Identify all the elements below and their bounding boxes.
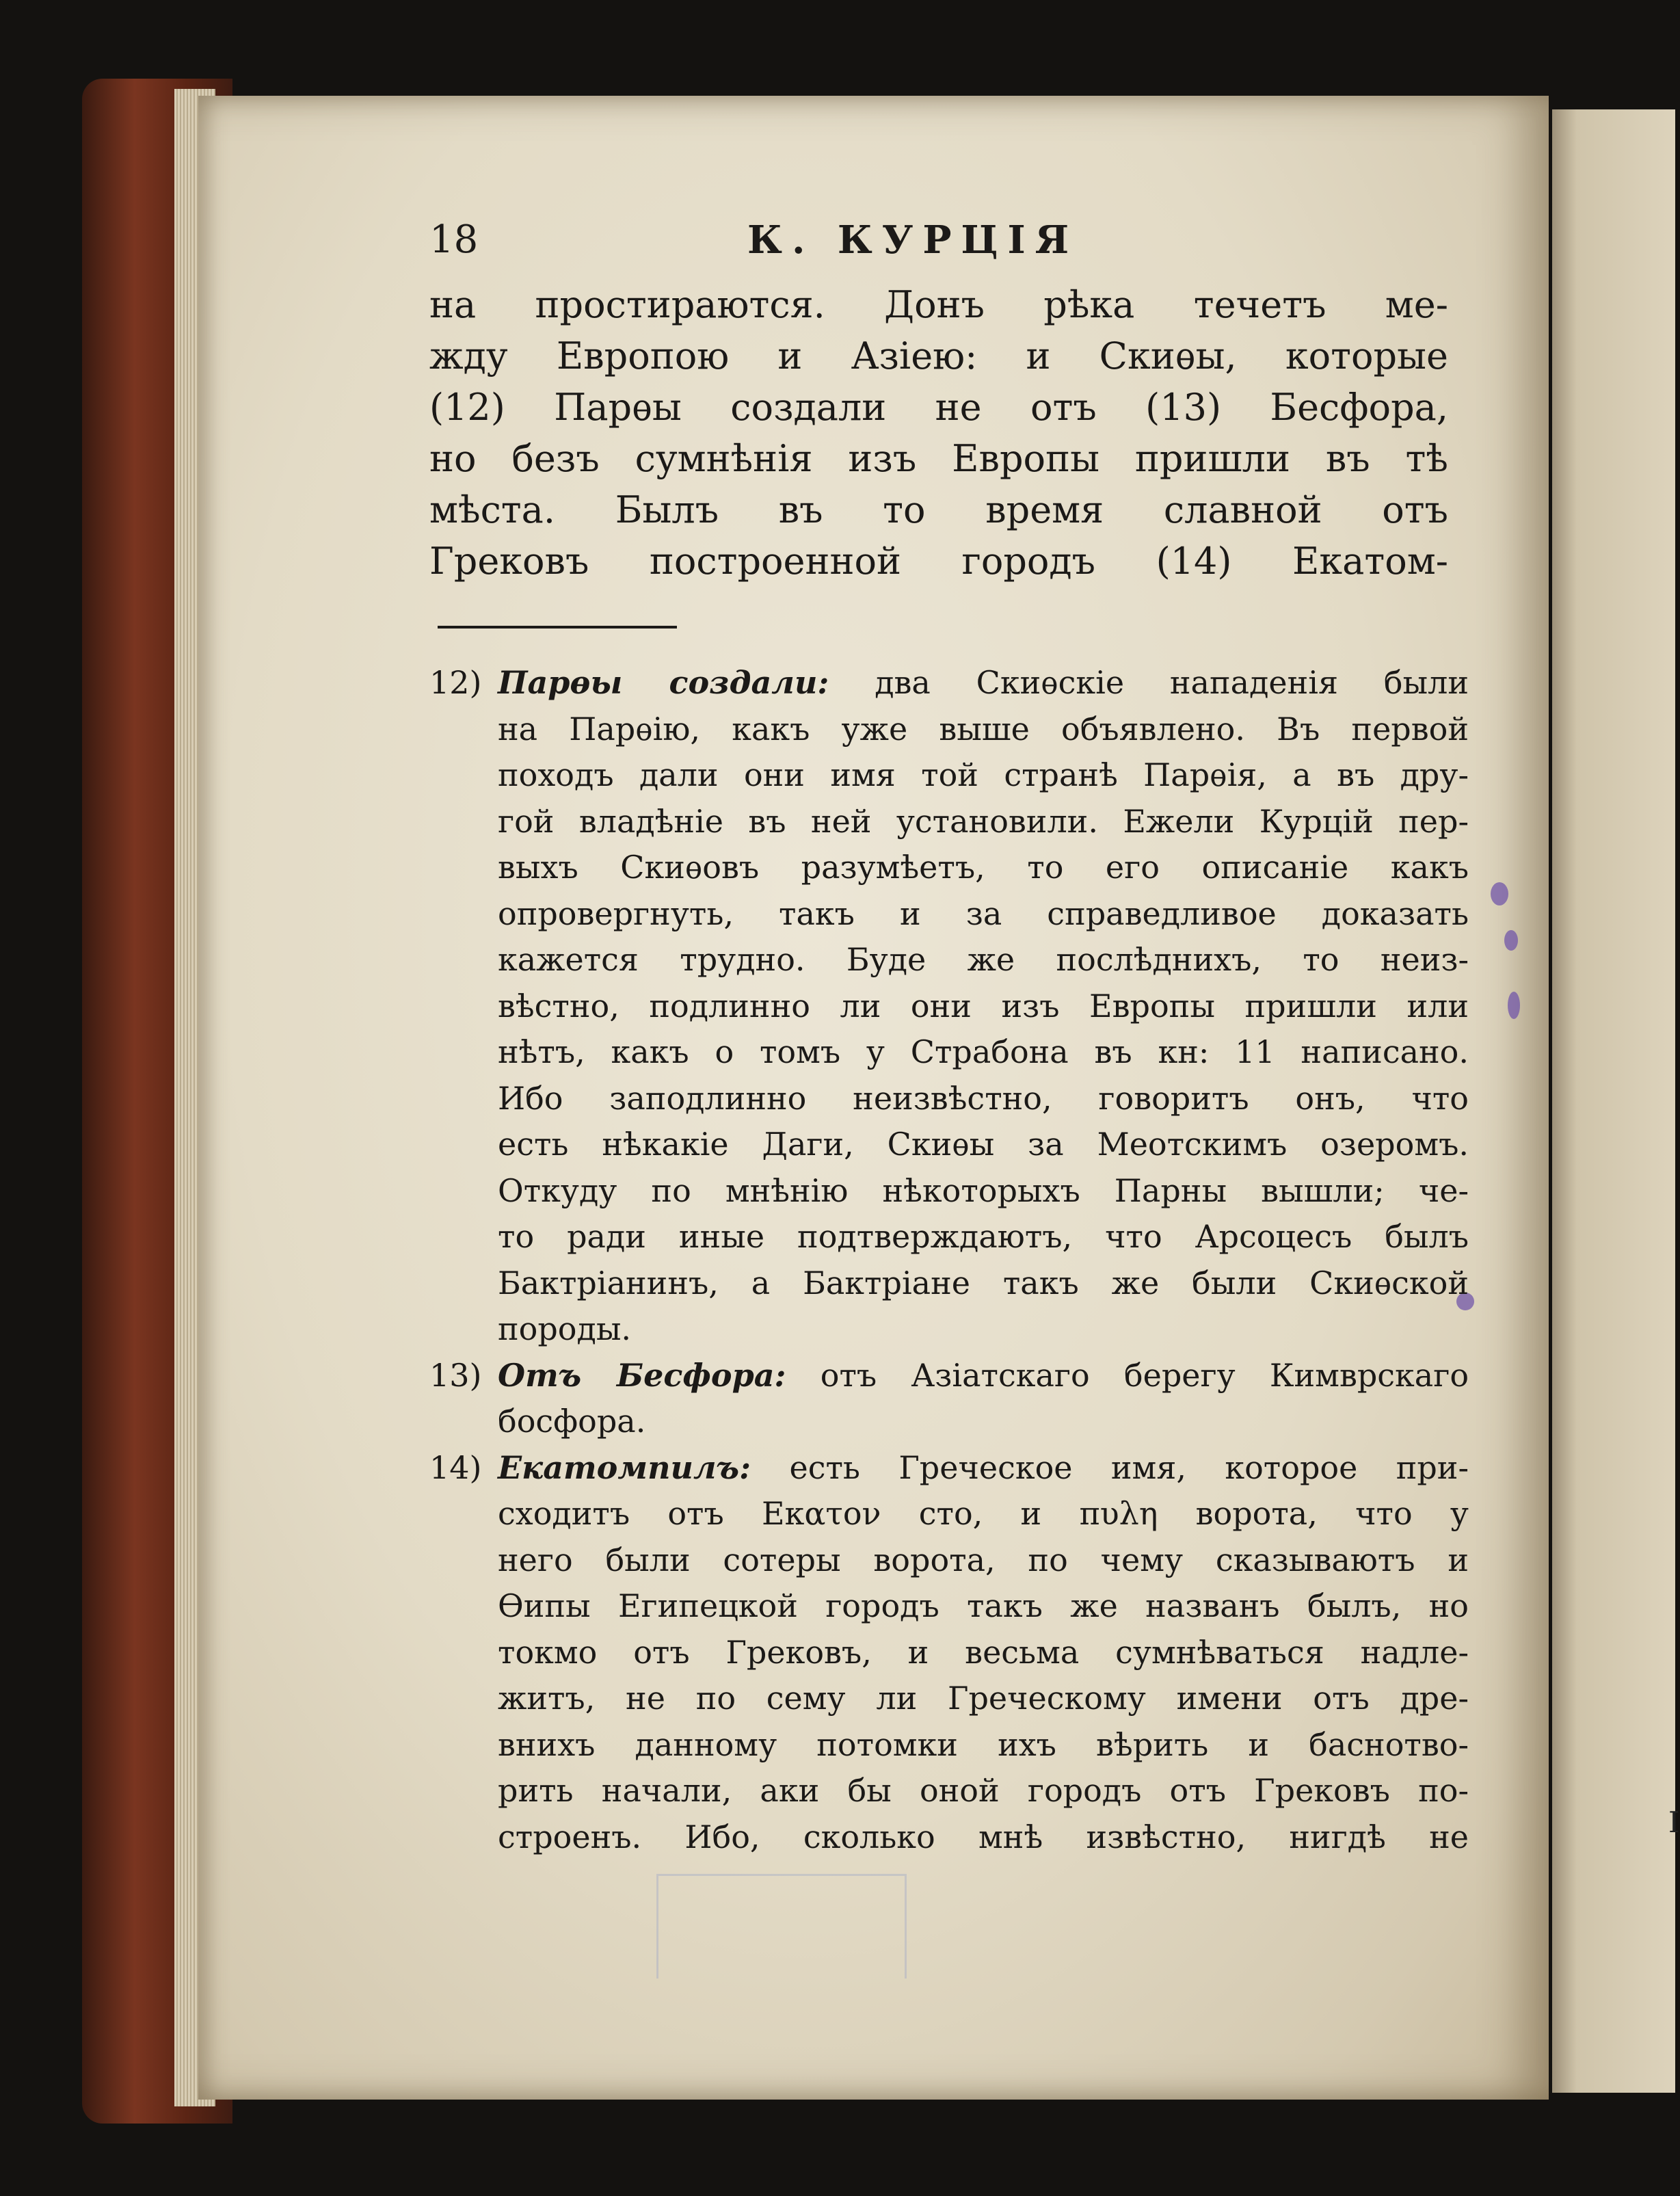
footnote-line: Ибо заподлинно неизвѣстно, говоритъ онъ, что <box>498 1079 1469 1117</box>
footnote-line: два Скиѳскіе нападенія были <box>875 664 1469 701</box>
footnote-line: нѣтъ, какъ о томъ у Страбона въ кн: 11 написано. <box>498 1033 1469 1070</box>
footnote-line: вѣстно, подлинно ли они изъ Европы пришли или <box>498 987 1469 1024</box>
footnote-rule <box>438 626 677 629</box>
footnote-line: житъ, не по сему ли Греческому имени отъ дре- <box>498 1680 1469 1717</box>
footnote-line: есть Греческое имя, которое при- <box>789 1448 1469 1486</box>
footnotes <box>429 660 1469 1860</box>
footnote-label: Екатомпилъ: <box>498 1448 751 1486</box>
running-header <box>429 217 1469 265</box>
footnote-line: босфора. <box>498 1403 646 1440</box>
running-title: К. КУРЦІЯ <box>747 217 1079 263</box>
footnote-line: гой владѣніе въ ней установили. Ежели Курцій пер- <box>498 802 1469 840</box>
main-text-line: но безъ сумнѣнія изъ Европы пришли въ тѣ <box>429 437 1448 480</box>
footnote-line: отъ Азіатскаго берегу Кимврскаго <box>820 1356 1469 1394</box>
footnote-label: Отъ Бесфора: <box>498 1356 786 1394</box>
main-text-block <box>429 279 1448 587</box>
main-text-line: на простираются. Донъ рѣка течетъ ме- <box>429 283 1448 326</box>
footnote-line: кажется трудно. Буде же послѣднихъ, то неиз- <box>498 941 1469 978</box>
footnote-line: то ради иные подтверждаютъ, что Арсоцесъ былъ <box>498 1218 1469 1255</box>
paper-tab-shadow <box>656 1874 907 1979</box>
main-text-line: (12) Парѳы создали не отъ (13) Бесфора, <box>429 386 1448 429</box>
main-text-line: Грековъ построенной городъ (14) Екатом- <box>429 540 1448 583</box>
main-text-line: жду Европою и Азіею: и Скиѳы, которые <box>429 334 1448 378</box>
footnote-line: есть нѣкакіе Даги, Скиѳы за Меотскимъ озеромъ. <box>498 1126 1469 1163</box>
next-page-edge <box>1552 109 1680 2093</box>
footnote-line: на Парѳію, какъ уже выше объявлено. Въ первой <box>498 710 1469 748</box>
footnote-line: Откуду по мнѣнію нѣкоторыхъ Парны вышли; че- <box>498 1172 1469 1209</box>
footnote-line: породы. <box>498 1310 632 1347</box>
page-number: 18 <box>429 217 479 262</box>
ink-stamp-mark <box>1491 882 1508 905</box>
footnote-number: 14) <box>429 1448 482 1486</box>
ink-stamp-mark <box>1504 930 1518 951</box>
footnote-12-first-line <box>429 660 1469 706</box>
footnote-label: Парѳы создали: <box>498 664 829 701</box>
edge-mark: I <box>1668 1805 1680 1839</box>
footnote-line: внихъ данному потомки ихъ вѣрить и баснотво- <box>498 1725 1469 1763</box>
footnote-line: строенъ. Ибо, сколько мнѣ извѣстно, нигдѣ не <box>498 1818 1469 1855</box>
footnote-line: Бактріанинъ, а Бактріане такъ же были Скиѳской <box>498 1264 1469 1301</box>
footnote-line: рить начали, аки бы оной городъ отъ Грековъ по- <box>498 1772 1469 1809</box>
footnote-line: походъ дали они имя той странѣ Парѳія, а въ дру- <box>498 756 1469 793</box>
footnote-number: 13) <box>429 1356 482 1394</box>
footnote-13-first-line <box>429 1353 1469 1399</box>
footnote-line: опровергнуть, такъ и за справедливое доказать <box>498 895 1469 932</box>
footnote-line: него были сотеры ворота, по чему сказываютъ и <box>498 1541 1469 1578</box>
footnote-line: Ѳипы Египецкой городъ такъ же названъ былъ, но <box>498 1587 1469 1624</box>
ink-stamp-mark <box>1508 992 1520 1019</box>
footnote-line: токмо отъ Грековъ, и весьма сумнѣваться надле- <box>498 1633 1469 1671</box>
footnote-14-first-line <box>429 1445 1469 1492</box>
footnote-number: 12) <box>429 664 482 701</box>
footnote-line: сходитъ отъ Εκατον сто, и πυλη ворота, что у <box>498 1495 1469 1532</box>
main-text-line: мѣста. Былъ въ то время славной отъ <box>429 488 1448 531</box>
footnote-line: выхъ Скиѳовъ разумѣетъ, то его описаніе какъ <box>498 849 1469 886</box>
